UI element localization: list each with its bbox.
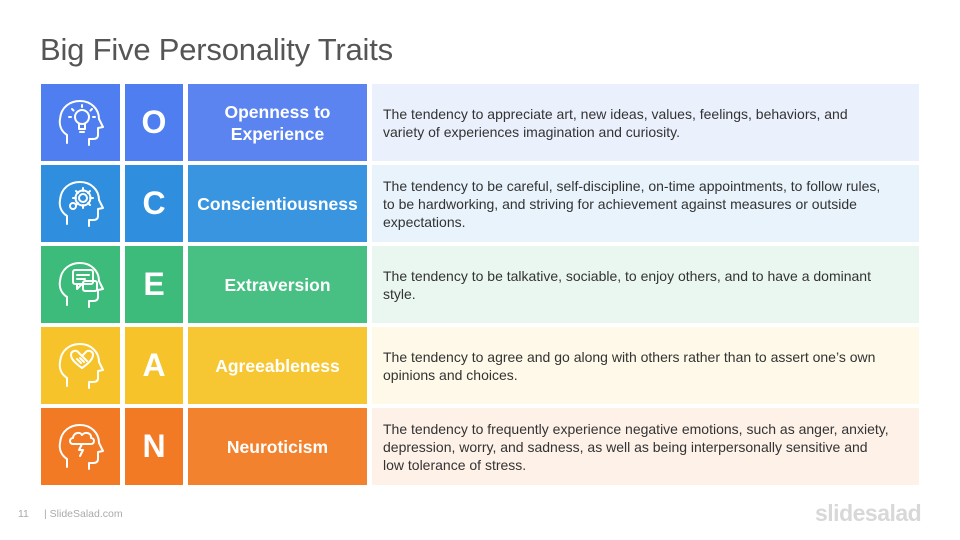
head-gear-icon [41, 165, 120, 242]
trait-name: Openness to Experience [188, 84, 367, 161]
head-storm-cloud-icon [41, 408, 120, 485]
trait-description: The tendency to agree and go along with others rather than to assert one’s own opinions and choices. [372, 327, 919, 404]
trait-row-agreeableness [41, 327, 919, 404]
trait-row-openness [41, 84, 919, 161]
trait-description: The tendency to be talkative, sociable, to enjoy others, and to have a dominant style. [372, 246, 919, 323]
trait-letter: N [125, 408, 183, 485]
trait-description: The tendency to frequently experience negative emotions, such as anger, anxiety, depression, worry, and sadness, as well as being interpersonally sensitive and low tolerance of stress. [372, 408, 919, 485]
trait-description: The tendency to be careful, self-discipline, on-time appointments, to follow rules, to be hardworking, and striving for achievement against measures or outside expectations. [372, 165, 919, 242]
trait-row-conscientiousness [41, 165, 919, 242]
trait-row-extraversion [41, 246, 919, 323]
head-speech-bubble-icon [41, 246, 120, 323]
head-lightbulb-icon [41, 84, 120, 161]
trait-name: Extraversion [188, 246, 367, 323]
trait-name: Conscientiousness [188, 165, 367, 242]
trait-name: Neuroticism [188, 408, 367, 485]
trait-description: The tendency to appreciate art, new ideas, values, feelings, behaviors, and variety of experiences imagination and curiosity. [372, 84, 919, 161]
slide-title: Big Five Personality Traits [40, 32, 393, 67]
trait-letter: E [125, 246, 183, 323]
brand-logo: slidesalad [815, 500, 922, 526]
head-handshake-icon [41, 327, 120, 404]
trait-letter: O [125, 84, 183, 161]
trait-letter: A [125, 327, 183, 404]
trait-row-neuroticism [41, 408, 919, 485]
trait-letter: C [125, 165, 183, 242]
footer-site-link: | SlideSalad.com [44, 508, 123, 520]
trait-name: Agreeableness [188, 327, 367, 404]
page-number: 11 [18, 508, 29, 520]
